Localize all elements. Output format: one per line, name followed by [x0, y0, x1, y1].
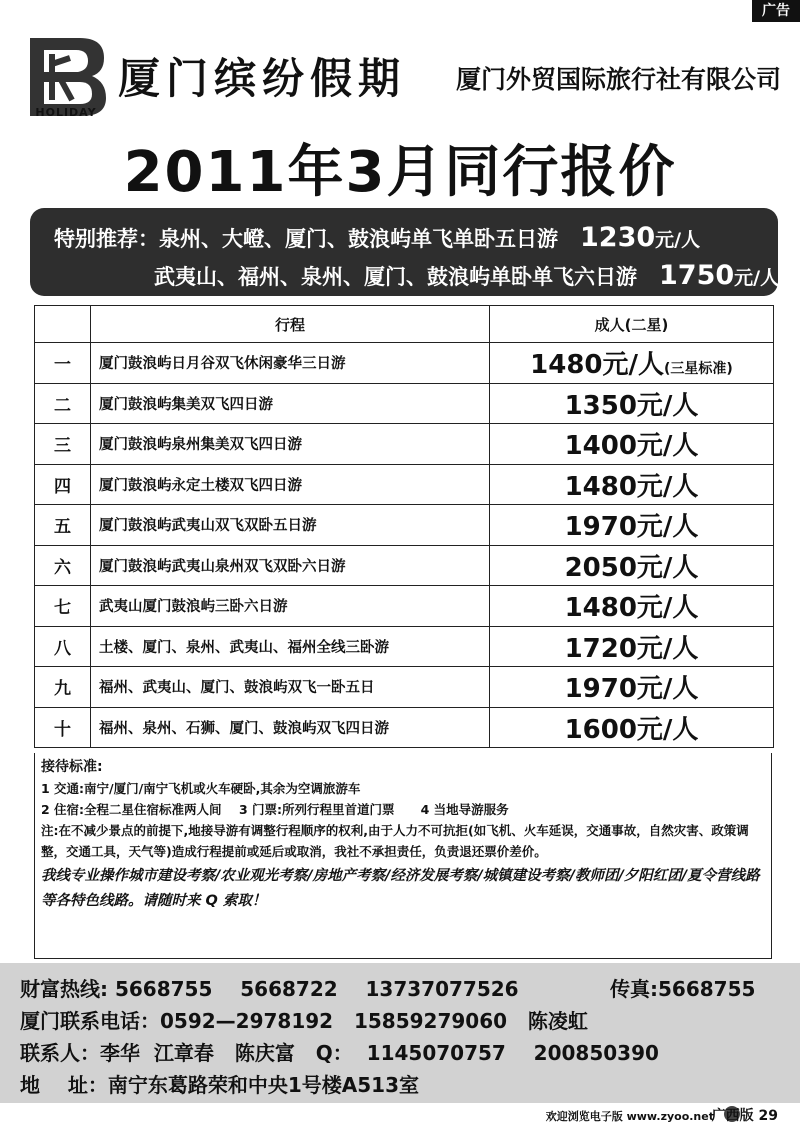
table-header-row — [35, 306, 774, 343]
logo-text: HOLIDAY — [35, 106, 97, 119]
special-route-1: 泉州、大嶝、厦门、鼓浪屿单飞单卧五日游 — [159, 227, 558, 251]
notes-title: 接待标准: — [41, 759, 103, 775]
footer-site: 欢迎浏览电子版 www.zyoo.net — [545, 1110, 714, 1123]
table-row — [35, 545, 774, 586]
special-label: 特别推荐： — [54, 227, 159, 251]
row-price-note: (三星标准) — [664, 361, 733, 378]
footer-edition: 广西版 — [711, 1108, 754, 1124]
row-price: 1970元/人 — [490, 667, 774, 708]
row-price: 1350元/人 — [490, 383, 774, 424]
table-row — [35, 505, 774, 546]
table-row — [35, 343, 774, 384]
table-row — [35, 424, 774, 465]
contact-panel — [0, 963, 800, 1103]
row-route: 厦门鼓浪屿永定土楼双飞四日游 — [91, 464, 490, 505]
row-price: 1970元/人 — [490, 505, 774, 546]
price-table — [34, 305, 774, 748]
special-route-2: 武夷山、福州、泉州、厦门、鼓浪屿单卧单飞六日游 — [154, 265, 637, 289]
table-row — [35, 464, 774, 505]
row-num: 七 — [35, 586, 91, 627]
row-num: 二 — [35, 383, 91, 424]
table-row — [35, 667, 774, 708]
special-price-1: 1230 — [580, 222, 656, 253]
row-price: 2050元/人 — [490, 545, 774, 586]
row-price: 1480元/人 — [490, 464, 774, 505]
qq-numbers: 1145070757 200850390 — [366, 1041, 659, 1065]
fax-label: 传真: — [610, 977, 658, 1001]
table-row — [35, 383, 774, 424]
brand-name: 厦门缤纷假期 — [118, 54, 407, 103]
footer-edition-page — [712, 1105, 778, 1125]
notes-line-3: 注:在不减少景点的前提下,地接导游有调整行程顺序的权利,由于人力不可抗拒(如飞机、火车延误，交通事故，自然灾害、政策调整，交通工具，天气等)造成行程提前或延后或取消，我社不承担责任，负责退还票价差价。 — [41, 823, 749, 859]
row-route: 福州、武夷山、厦门、鼓浪屿双飞一卧五日 — [91, 667, 490, 708]
address-label: 地 址： — [20, 1073, 108, 1097]
row-price: 1720元/人 — [490, 626, 774, 667]
ad-tag: 广告 — [752, 0, 800, 22]
page-footer — [0, 1104, 800, 1126]
notes-line-1: 1 交通:南宁/厦门/南宁飞机或火车硬卧,其余为空调旅游车 — [41, 781, 361, 796]
company-name: 厦门外贸国际旅行社有限公司 — [456, 65, 782, 94]
special-unit-2: 元/人 — [734, 267, 780, 289]
header-num — [35, 306, 91, 343]
row-route: 土楼、厦门、泉州、武夷山、福州全线三卧游 — [91, 626, 490, 667]
notes-line-2: 2 住宿:全程二星住宿标准两人间 3 门票:所列行程里首道门票 4 当地导游服务 — [41, 802, 509, 817]
qq-label: Q： — [315, 1041, 353, 1065]
row-num: 六 — [35, 545, 91, 586]
row-num: 三 — [35, 424, 91, 465]
row-route: 厦门鼓浪屿集美双飞四日游 — [91, 383, 490, 424]
row-num: 八 — [35, 626, 91, 667]
xiamen-phone-row — [20, 1005, 588, 1034]
special-unit-1: 元/人 — [655, 229, 701, 251]
row-price-cell — [490, 343, 774, 384]
reception-notes — [34, 753, 772, 959]
row-num: 一 — [35, 343, 91, 384]
row-route: 厦门鼓浪屿泉州集美双飞四日游 — [91, 424, 490, 465]
table-row — [35, 707, 774, 748]
row-route: 厦门鼓浪屿日月谷双飞休闲豪华三日游 — [91, 343, 490, 384]
hotline-row — [20, 973, 519, 1002]
contact-persons: 李华 江章春 陈庆富 — [100, 1041, 295, 1065]
special-line-2 — [154, 260, 779, 291]
fax-number: 5668755 — [658, 977, 756, 1001]
row-route: 武夷山厦门鼓浪屿三卧六日游 — [91, 586, 490, 627]
row-num: 四 — [35, 464, 91, 505]
hotline-label: 财富热线: — [20, 977, 108, 1001]
special-price-2: 1750 — [659, 260, 735, 291]
address-row — [20, 1069, 419, 1098]
row-num: 十 — [35, 707, 91, 748]
row-price: 1480元/人 — [490, 586, 774, 627]
row-num: 五 — [35, 505, 91, 546]
page-number: 29 — [758, 1108, 778, 1124]
header-route: 行程 — [91, 306, 490, 343]
row-price: 1600元/人 — [490, 707, 774, 748]
headline: 2011年3月同行报价 — [123, 140, 677, 205]
address: 南宁东葛路荣和中央1号楼A513室 — [107, 1073, 420, 1097]
row-num: 九 — [35, 667, 91, 708]
table-row — [35, 586, 774, 627]
special-line-1 — [54, 222, 700, 253]
hotline-numbers: 5668755 5668722 13737077526 — [114, 977, 519, 1001]
special-banner — [30, 208, 778, 296]
row-route: 福州、泉州、石狮、厦门、鼓浪屿双飞四日游 — [91, 707, 490, 748]
row-route: 厦门鼓浪屿武夷山双飞双卧五日游 — [91, 505, 490, 546]
row-price: 1480元/人 — [530, 350, 665, 381]
promo-text: 我线专业操作城市建设考察/农业观光考察/房地产考察/经济发展考察/城镇建设考察/教师团/夕阳红团/夏令营线路等各特色线路。请随时来 Q 索取！ — [41, 868, 760, 909]
xiamen-phone-label: 厦门联系电话： — [20, 1009, 160, 1033]
header-price: 成人(二星) — [490, 306, 774, 343]
contact-person-row — [20, 1037, 659, 1066]
row-route: 厦门鼓浪屿武夷山泉州双飞双卧六日游 — [91, 545, 490, 586]
xiamen-phone-numbers: 0592—2978192 15859279060 陈凌虹 — [160, 1009, 588, 1033]
fax-row — [610, 973, 755, 1002]
contact-person-label: 联系人： — [20, 1041, 100, 1065]
row-price: 1400元/人 — [490, 424, 774, 465]
table-row — [35, 626, 774, 667]
footer-text — [546, 1108, 714, 1124]
